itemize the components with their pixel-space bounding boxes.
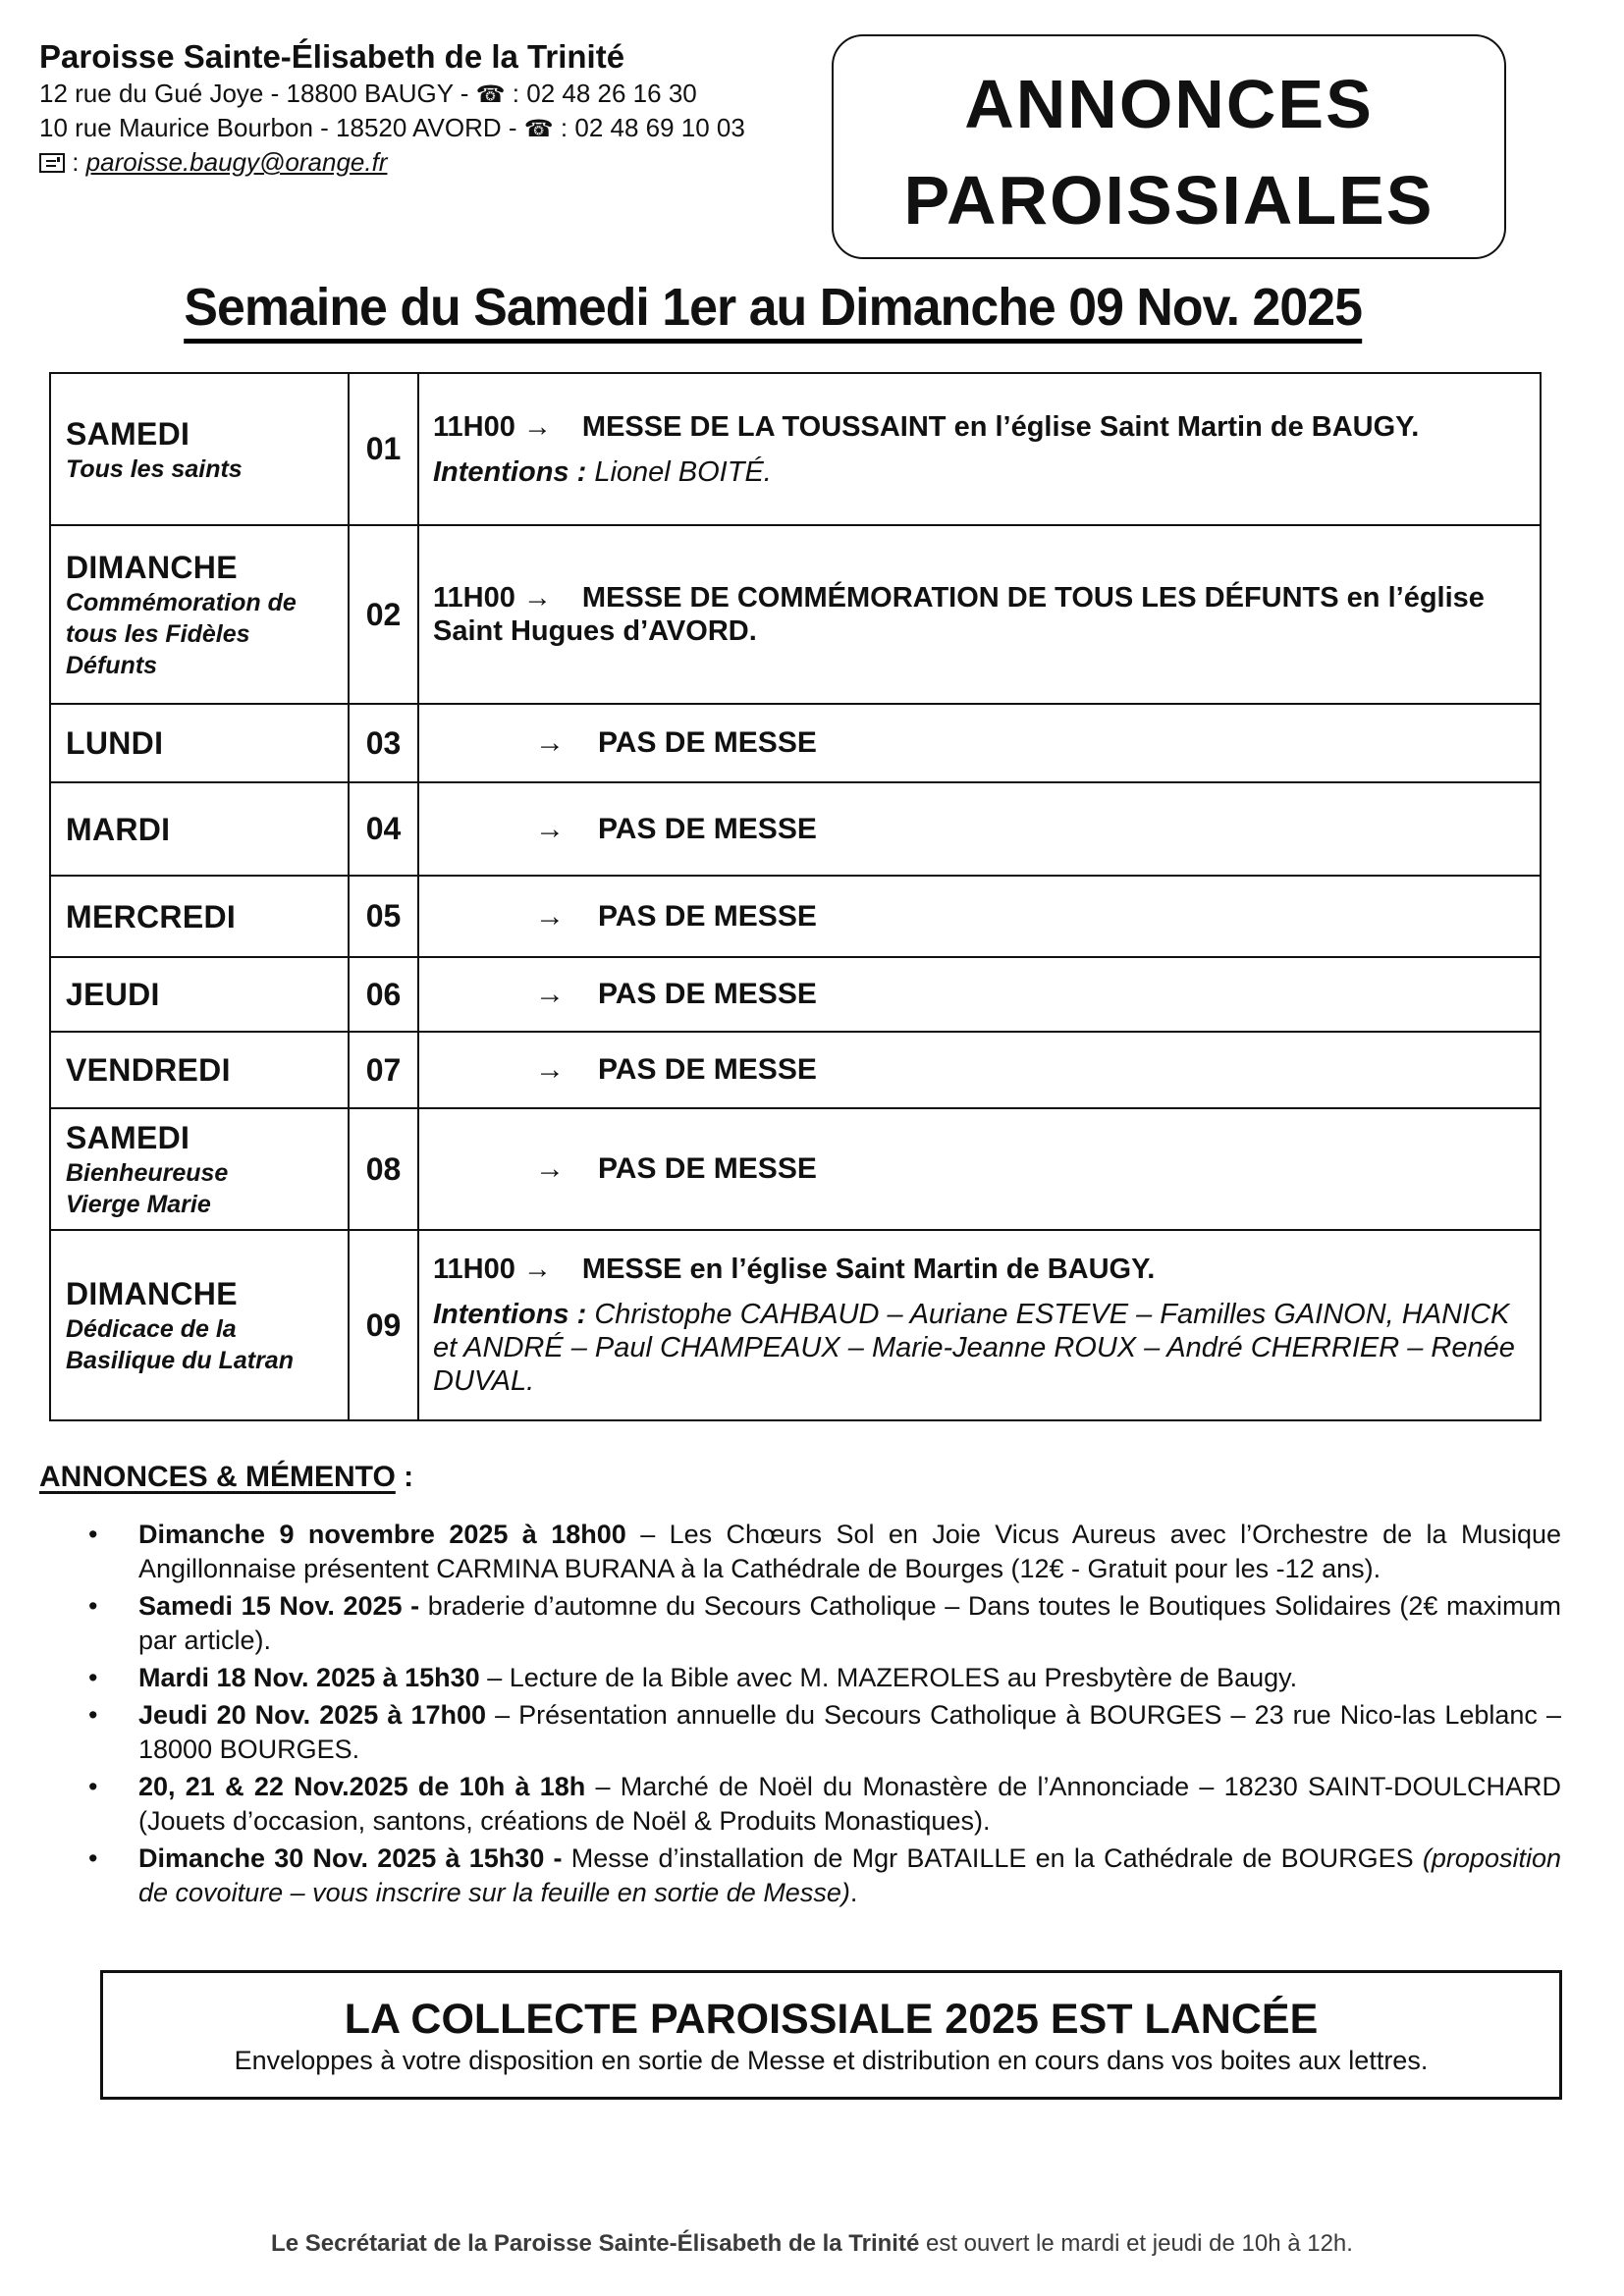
intentions-names: Christophe CAHBAUD – Auriane ESTEVE – Familles GAINON, HANICK et ANDRÉ – Paul CHAMPEAUX – Marie-Jeanne ROUX – André CHERRIER – Renée DUVAL. [433, 1299, 1515, 1397]
arrow-right-icon: → [535, 899, 565, 933]
intentions [433, 1298, 1526, 1398]
table-row [50, 525, 1541, 704]
day-cell [50, 782, 349, 876]
address-street: 10 rue Maurice Bourbon - 18520 AVORD - [39, 113, 524, 142]
day-cell [50, 1108, 349, 1230]
event-time: 11H00 [433, 1254, 515, 1285]
bullet-icon: • [88, 1663, 98, 1692]
footer-bold: Le Secrétariat de la Paroisse Sainte-Élisabeth de la Trinité [271, 2230, 920, 2257]
event-main [433, 410, 1526, 444]
announcement-lead: Samedi 15 Nov. 2025 - [138, 1591, 420, 1621]
day-name: SAMEDI [66, 415, 190, 452]
event-cell [418, 1108, 1541, 1230]
announcement-note: (proposition de covoiture – vous inscrire sur la feuille en sortie de Messe) [138, 1843, 1561, 1907]
bullet-icon: • [88, 1591, 98, 1621]
day-subtitle: Tous les saints [66, 454, 243, 483]
arrow-right-icon: → [535, 1152, 565, 1185]
event-cell [418, 1032, 1541, 1108]
arrow-right-icon: → [522, 1254, 552, 1285]
mass-schedule-table [49, 372, 1542, 1421]
event-cell [418, 957, 1541, 1032]
announcement-text: – Présentation annuelle du Secours Catholique à BOURGES – 23 rue Nico-las Leblanc – 18000 BOURGES. [138, 1700, 1561, 1764]
email-link[interactable]: paroisse.baugy@orange.fr [85, 147, 388, 177]
event-text: PAS DE MESSE [598, 812, 817, 845]
event-text: MESSE DE LA TOUSSAINT en l’église Saint Martin de BAUGY. [581, 410, 1420, 443]
day-name: SAMEDI [66, 1120, 190, 1155]
event-main [433, 581, 1526, 648]
announcement-text: – Lecture de la Bible avec M. MAZEROLES au Presbytère de Baugy. [479, 1663, 1298, 1692]
day-name: LUNDI [66, 725, 164, 761]
date-cell: 06 [349, 957, 418, 1032]
announcements-title-box [832, 34, 1506, 259]
address-street: 12 rue du Gué Joye - 18800 BAUGY - [39, 79, 476, 108]
collecte-text: Enveloppes à votre disposition en sortie de Messe et distribution en cours dans vos boites aux lettres. [234, 2046, 1429, 2075]
event-main [433, 1253, 1526, 1286]
date-cell: 03 [349, 704, 418, 782]
announcement-text: – Marché de Noël du Monastère de l’Annonciade – 18230 SAINT-DOULCHARD (Jouets d’occasion, santons, créations de Noël & Produits Monastiques). [138, 1772, 1561, 1836]
table-row [50, 957, 1541, 1032]
table-row [50, 782, 1541, 876]
announcement-lead: Mardi 18 Nov. 2025 à 15h30 [138, 1663, 480, 1692]
arrow-right-icon: → [522, 582, 552, 614]
week-heading-text: Semaine du Samedi 1er au Dimanche 09 Nov. 2025 [184, 278, 1362, 344]
day-cell [50, 525, 349, 704]
table-row [50, 373, 1541, 525]
event-cell [418, 1230, 1541, 1420]
event-text: PAS DE MESSE [598, 1053, 817, 1086]
day-cell [50, 704, 349, 782]
event-cell [418, 782, 1541, 876]
arrow-right-icon: → [522, 410, 552, 443]
event-text: MESSE en l’église Saint Martin de BAUGY. [581, 1254, 1156, 1285]
day-cell [50, 876, 349, 957]
footer-text: est ouvert le mardi et jeudi de 10h à 12h. [919, 2230, 1353, 2257]
intentions [433, 455, 1526, 489]
announcement-lead: Dimanche 30 Nov. 2025 à 15h30 - [138, 1843, 563, 1873]
announcements-heading-suffix: : [395, 1461, 414, 1493]
event-text: PAS DE MESSE [598, 978, 817, 1010]
date-cell: 02 [349, 525, 418, 704]
arrow-right-icon: → [535, 726, 565, 759]
day-name: MARDI [66, 811, 171, 847]
announcement-lead: Jeudi 20 Nov. 2025 à 17h00 [138, 1700, 487, 1730]
table-row [50, 704, 1541, 782]
day-subtitle: Commémoration de tous les Fidèles Défunts [66, 589, 297, 679]
announcement-lead: 20, 21 & 22 Nov.2025 de 10h à 18h [138, 1772, 586, 1801]
date-cell: 05 [349, 876, 418, 957]
announcements-list [88, 1518, 1561, 1913]
bullet-icon: • [88, 1700, 98, 1730]
intentions-names: Lionel BOITÉ. [586, 455, 772, 488]
event-cell [418, 876, 1541, 957]
event-text: MESSE DE COMMÉMORATION DE TOUS LES DÉFUNTS en l’église Saint Hugues d’AVORD. [433, 582, 1485, 647]
day-cell [50, 1230, 349, 1420]
address-line-avord [39, 111, 745, 145]
collecte-heading: LA COLLECTE PAROISSIALE 2025 EST LANCÉE [344, 1996, 1319, 2043]
list-item [88, 1698, 1561, 1767]
event-cell [418, 373, 1541, 525]
week-heading [118, 275, 1428, 340]
day-name: DIMANCHE [66, 1276, 238, 1311]
list-item [88, 1518, 1561, 1586]
date-cell: 08 [349, 1108, 418, 1230]
day-name: MERCREDI [66, 898, 237, 934]
announcement-lead: Dimanche 9 novembre 2025 à 18h00 [138, 1520, 626, 1549]
intentions-label: Intentions : [433, 455, 587, 488]
email-separator: : [65, 147, 86, 177]
title-line-2: PAROISSIALES [903, 162, 1435, 239]
day-subtitle: Bienheureuse Vierge Marie [66, 1159, 229, 1218]
table-row [50, 876, 1541, 957]
announcement-text: braderie d’automne du Secours Catholique – Dans toutes le Boutiques Solidaires (2€ maximum par article). [138, 1591, 1561, 1655]
arrow-right-icon: → [535, 978, 565, 1010]
email-line [39, 145, 745, 180]
date-cell: 09 [349, 1230, 418, 1420]
list-item [88, 1661, 1561, 1695]
event-cell [418, 704, 1541, 782]
intentions-label: Intentions : [433, 1299, 587, 1330]
date-cell: 07 [349, 1032, 418, 1108]
announcements-heading [39, 1461, 413, 1494]
phone-number: 02 48 69 10 03 [574, 113, 745, 142]
phone-number: 02 48 26 16 30 [526, 79, 697, 108]
announcement-tail: . [849, 1878, 858, 1907]
address-line-baugy [39, 77, 745, 111]
phone-separator: : [553, 113, 575, 142]
envelope-icon [39, 153, 65, 173]
day-name: JEUDI [66, 977, 160, 1012]
bullet-icon: • [88, 1772, 98, 1801]
day-subtitle: Dédicace de la Basilique du Latran [66, 1315, 294, 1374]
telephone-icon: ☎ [523, 116, 554, 142]
title-line-1: ANNONCES [964, 66, 1374, 142]
date-cell: 01 [349, 373, 418, 525]
announcement-text: Messe d’installation de Mgr BATAILLE en la Cathédrale de BOURGES [562, 1843, 1423, 1873]
announcements-heading-text: ANNONCES & MÉMENTO [39, 1461, 396, 1493]
arrow-right-icon: → [535, 1053, 565, 1086]
table-row [50, 1032, 1541, 1108]
arrow-right-icon: → [535, 812, 565, 845]
telephone-icon: ☎ [475, 81, 506, 108]
event-text: PAS DE MESSE [598, 899, 817, 933]
collecte-box [100, 1970, 1562, 2100]
list-item [88, 1842, 1561, 1910]
bullet-icon: • [88, 1520, 98, 1549]
day-cell [50, 957, 349, 1032]
list-item [88, 1589, 1561, 1658]
event-cell [418, 525, 1541, 704]
bullet-icon: • [88, 1843, 98, 1873]
day-cell [50, 1032, 349, 1108]
event-text: PAS DE MESSE [598, 1152, 817, 1185]
parish-contact-block [39, 37, 745, 180]
table-row [50, 1230, 1541, 1420]
event-time: 11H00 [433, 582, 515, 614]
date-cell: 04 [349, 782, 418, 876]
day-cell [50, 373, 349, 525]
secretariat-footer [0, 2230, 1624, 2258]
parish-name: Paroisse Sainte-Élisabeth de la Trinité [39, 38, 625, 75]
event-time: 11H00 [433, 410, 515, 443]
day-name: DIMANCHE [66, 550, 238, 585]
phone-separator: : [505, 79, 527, 108]
table-row [50, 1108, 1541, 1230]
announcement-text: – Les Chœurs Sol en Joie Vicus Aureus avec l’Orchestre de la Musique Angillonnaise présentent CARMINA BURANA à la Cathédrale de Bourges (12€ - Gratuit pour les -12 ans). [138, 1520, 1561, 1583]
day-name: VENDREDI [66, 1052, 231, 1088]
event-text: PAS DE MESSE [598, 726, 817, 759]
list-item [88, 1770, 1561, 1839]
